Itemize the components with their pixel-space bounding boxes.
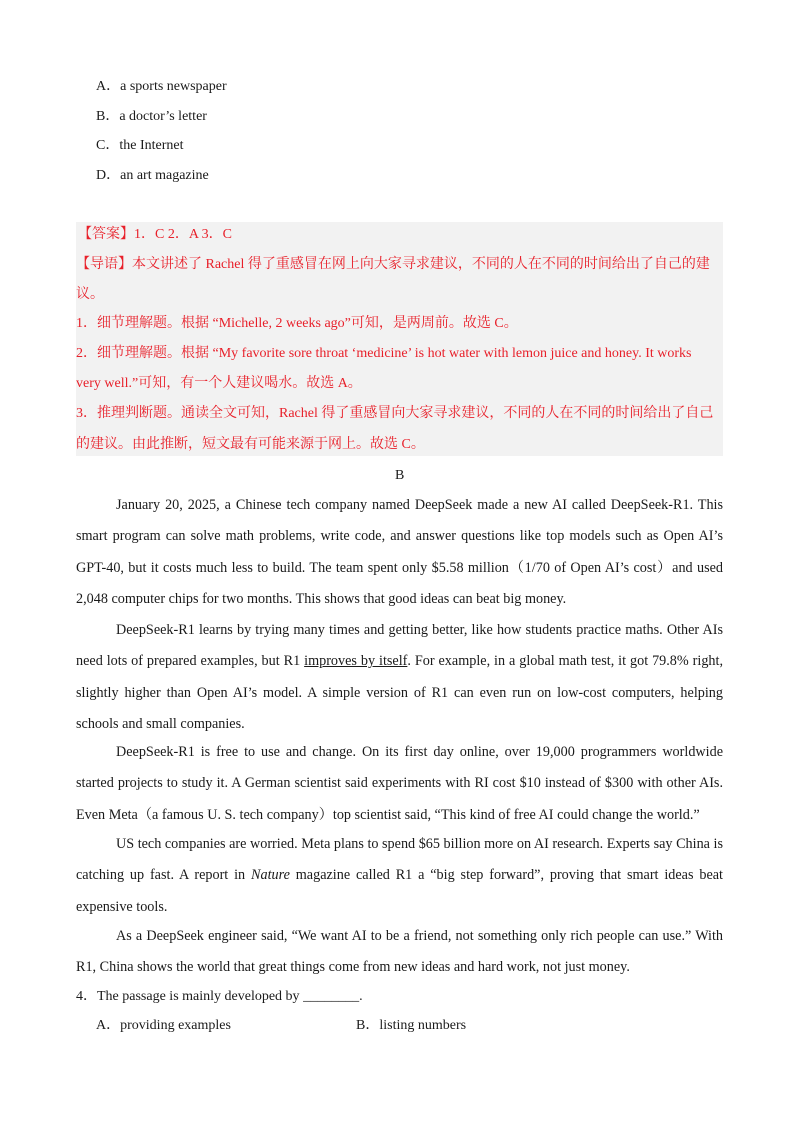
- option-letter: B．: [356, 1018, 380, 1033]
- paragraph-text: January 20, 2025, a Chinese tech company named DeepSeek made a new AI called DeepSeek-R1. This smart program can solve math problems, write code, and answer questions like top models such as Open AI’s GPT-40, but it costs much less to build. The team spent only $5.58 million（1/70 of Open AI’s cost）and used 2,048 computer chips for two months. This shows that good ideas can beat big money.: [76, 497, 723, 607]
- option-d: [96, 167, 209, 185]
- option-a: [96, 78, 227, 96]
- option-letter: C．: [96, 138, 120, 153]
- paragraph-text: magazine called R1 a “big step forward”, proving that smart ideas beat expensive tools.: [76, 867, 723, 915]
- option-letter: A．: [96, 1018, 121, 1033]
- option-c: [96, 137, 183, 155]
- question-4-stem: [76, 988, 363, 1006]
- paragraph-text: As a DeepSeek engineer said, “We want AI to be a friend, not something only rich people can use.” With R1, China shows the world that great things come from new ideas and hard work, not just money.: [76, 928, 723, 976]
- option-text: providing examples: [120, 1018, 231, 1033]
- option-text: an art magazine: [120, 168, 209, 183]
- option-text: the Internet: [119, 138, 184, 153]
- option-text: a sports newspaper: [120, 79, 227, 94]
- explanation-1: 1．细节理解题。根据 “Michelle, 2 weeks ago”可知，是两周前。故选 C。: [76, 316, 518, 331]
- question-text: 4．The passage is mainly developed by: [76, 989, 304, 1004]
- explanation-3-line-2: 的建议。由此推断，短文最有可能来源于网上。故选 C。: [76, 437, 425, 452]
- passage-paragraph-3: [76, 737, 723, 831]
- section-label: B: [395, 468, 405, 483]
- option-text: listing numbers: [379, 1018, 467, 1033]
- magazine-name: Nature: [251, 867, 290, 884]
- question-punct: .: [359, 989, 363, 1004]
- passage-paragraph-4: [76, 829, 723, 923]
- guide-line-1: 【导语】本文讲述了 Rachel 得了重感冒在网上向大家寻求建议，不同的人在不同的时间给出了自己的建: [76, 257, 710, 272]
- question-4-option-b: [356, 1017, 466, 1035]
- guide-line-2: 议。: [76, 287, 104, 302]
- explanation-2-line-2: very well.”可知，有一个人建议喝水。故选 A。: [76, 376, 362, 391]
- explanation-3-line-1: 3．推理判断题。通读全文可知，Rachel 得了重感冒向大家寻求建议，不同的人在不同的时间给出了自己: [76, 406, 714, 421]
- explanation-2-line-1: 2．细节理解题。根据 “My favorite sore throat ‘medicine’ is hot water with lemon juice and honey. It works: [76, 346, 692, 361]
- passage-paragraph-2: [76, 615, 723, 740]
- underlined-phrase: improves by itself: [304, 653, 408, 670]
- paragraph-text: US tech companies are worried. Meta plans to spend $65 billion more on AI research. Experts say China is catching up fast. A report in: [76, 836, 723, 884]
- option-letter: A．: [96, 79, 121, 94]
- answer-blank: ________: [303, 989, 360, 1004]
- option-letter: B．: [96, 109, 120, 124]
- option-b: [96, 108, 207, 126]
- passage-paragraph-5: [76, 921, 723, 984]
- answer-key: 【答案】1．C 2．A 3．C: [78, 227, 233, 242]
- paragraph-text: DeepSeek-R1 is free to use and change. On its first day online, over 19,000 programmers worldwide started projects to study it. A German scientist said experiments with RI cost $10 instead of $300 with other AIs. Even Meta（a famous U. S. tech company）top scientist said, “This kind of free AI could change the world.”: [76, 744, 723, 823]
- option-letter: D．: [96, 168, 121, 183]
- paragraph-text: DeepSeek-R1 learns by trying many times and getting better, like how students practice maths. Other AIs need lots of prepared examples, but R1: [76, 622, 723, 670]
- option-text: a doctor’s letter: [119, 109, 207, 124]
- passage-paragraph-1: [76, 490, 723, 615]
- question-4-option-a: [96, 1017, 231, 1035]
- paragraph-text: . For example, in a global math test, it got 79.8% right, slightly higher than Open AI’s model. A simple version of R1 can even run on low-cost computers, helping schools and small companies.: [76, 653, 724, 732]
